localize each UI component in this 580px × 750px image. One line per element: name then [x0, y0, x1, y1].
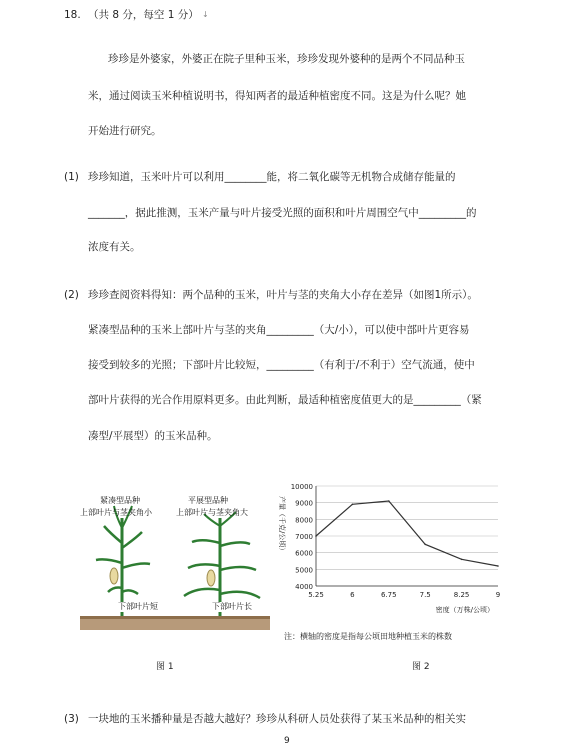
fig1-left-bottom-label: 下部叶片短	[118, 602, 158, 611]
figure-1-corn-plants	[80, 488, 270, 638]
part3-line-1: 一块地的玉米播种量是否越大越好？珍珍从科研人员处获得了某玉米品种的相关实	[88, 713, 466, 725]
x-tick-label: 5.25	[308, 591, 324, 599]
part1-line-1: 珍珍知道，玉米叶片可以利用________能，将二氧化碳等无机物合成储存能量的	[88, 171, 456, 183]
x-axis-label: 密度（万株/公顷）	[435, 606, 494, 614]
part1-line-2: _______，据此推测，玉米产量与叶片接受光照的面积和叶片周围空气中_________的	[88, 207, 477, 219]
part2-line-4: 部叶片获得的光合作用原料更多。由此判断，最适种植密度值更大的是_________（紧	[88, 394, 482, 406]
part2-line-5: 凑型/平展型）的玉米品种。	[88, 430, 218, 442]
chart-svg	[268, 482, 508, 617]
data-point	[388, 500, 390, 502]
y-tick-label: 10000	[290, 483, 313, 491]
chart-note: 注：横轴的密度是指每公顷田地种植玉米的株数	[284, 632, 452, 641]
question-number: 18.	[64, 9, 81, 21]
x-tick-label: 7.5	[419, 591, 431, 599]
y-tick-label: 9000	[295, 499, 313, 508]
intro-line-3: 开始进行研究。	[88, 125, 162, 137]
part3-label: (3)	[64, 713, 79, 725]
figure-2-caption: 图 2	[412, 662, 430, 672]
intro-line-1: 珍珍是外婆家，外婆正在院子里种玉米，珍珍发现外婆种的是两个不同品种玉	[108, 53, 465, 65]
data-point	[424, 544, 426, 546]
question-score: （共 8 分，每空 1 分）	[88, 9, 199, 21]
y-axis-label: 产量（千克/公顷）	[278, 496, 286, 555]
fig1-left-title: 紧凑型品种	[100, 496, 140, 505]
data-point	[315, 535, 317, 537]
part2-label: (2)	[64, 289, 79, 301]
part2-line-1: 珍珍查阅资料得知：两个品种的玉米，叶片与茎的夹角大小存在差异（如图1所示）。	[88, 289, 478, 301]
y-tick-label: 8000	[295, 516, 313, 525]
fig1-right-title: 平展型品种	[188, 496, 228, 505]
y-tick-label: 4000	[295, 583, 313, 591]
flat-corn-plant	[184, 512, 260, 616]
figure-1-caption: 图 1	[156, 662, 174, 672]
x-tick-label: 9	[495, 591, 501, 599]
data-point	[352, 504, 354, 506]
part1-label: (1)	[64, 171, 79, 183]
x-tick-label: 6	[350, 591, 355, 599]
y-tick-label: 7000	[295, 533, 313, 541]
y-tick-label: 5000	[295, 566, 313, 575]
compact-corn-plant	[96, 506, 150, 616]
page-number: 9	[284, 736, 290, 746]
data-point	[497, 565, 499, 567]
series-line	[316, 501, 498, 566]
x-tick-label: 6.75	[381, 591, 397, 599]
intro-line-2: 米，通过阅读玉米种植说明书，得知两者的最适种植密度不同。这是为什么呢？她	[88, 90, 466, 102]
data-point	[461, 559, 463, 561]
paragraph-mark: ↓	[202, 10, 209, 19]
part2-line-3: 接受到较多的光照；下部叶片比较短，_________（有利于/不利于）空气流通，使中	[88, 359, 475, 371]
fig1-right-bottom-label: 下部叶片长	[212, 602, 252, 611]
part2-line-2: 紧凑型品种的玉米上部叶片与茎的夹角_________（大/小），可以使中部叶片更容易	[88, 324, 470, 336]
yield-density-chart	[268, 482, 508, 617]
y-tick-label: 6000	[295, 549, 313, 558]
fig1-right-subtitle: 上部叶片与茎夹角大	[176, 508, 248, 517]
fig1-left-subtitle: 上部叶片与茎夹角小	[80, 508, 152, 517]
part1-line-3: 浓度有关。	[88, 241, 141, 253]
x-tick-label: 8.25	[453, 591, 470, 599]
